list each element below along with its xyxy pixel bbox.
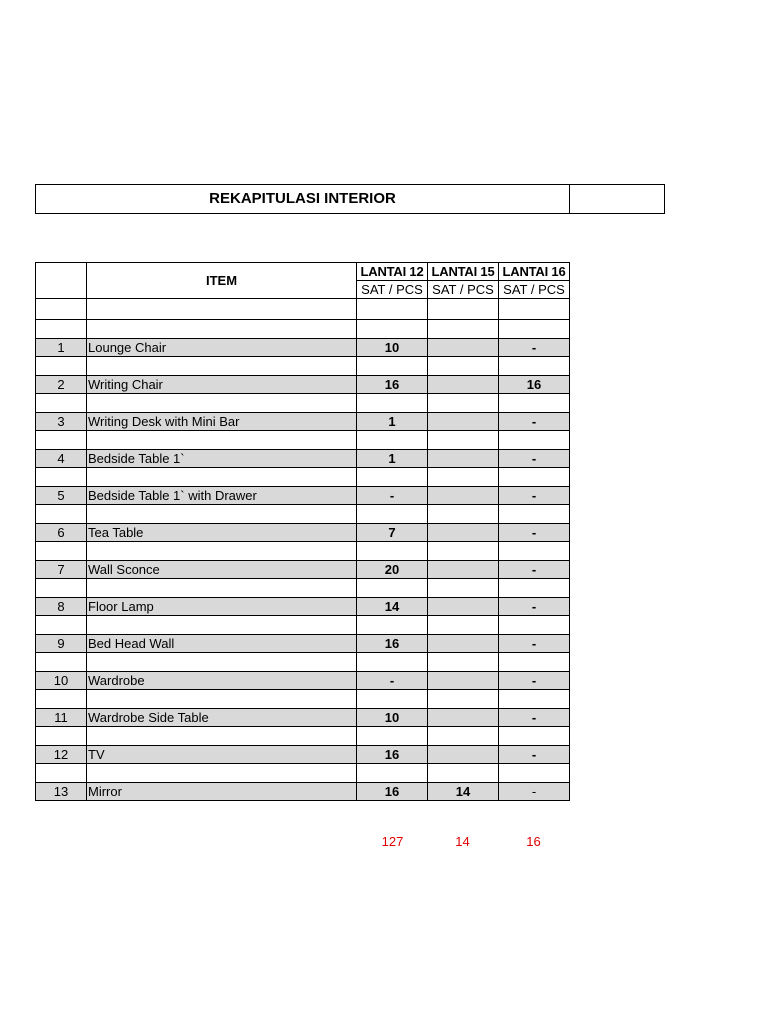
empty-cell	[87, 505, 357, 524]
qty-lantai-15	[428, 598, 499, 616]
table-row	[36, 376, 570, 394]
empty-cell	[499, 468, 570, 487]
empty-cell	[428, 579, 499, 598]
qty-lantai-16: -	[499, 672, 570, 690]
item-name: Writing Desk with Mini Bar	[87, 413, 357, 431]
item-number: 2	[36, 376, 87, 394]
qty-lantai-15	[428, 672, 499, 690]
item-name: Wardrobe Side Table	[87, 709, 357, 727]
empty-cell	[87, 394, 357, 413]
interior-recap-table	[35, 262, 570, 801]
qty-lantai-12: 20	[357, 561, 428, 579]
empty-cell	[428, 299, 499, 320]
empty-cell	[499, 394, 570, 413]
empty-cell	[357, 653, 428, 672]
qty-lantai-16: -	[499, 635, 570, 653]
item-name: Wall Sconce	[87, 561, 357, 579]
empty-cell	[36, 727, 87, 746]
empty-cell	[357, 579, 428, 598]
empty-cell	[36, 616, 87, 635]
header-no-cell	[36, 263, 87, 299]
empty-cell	[87, 468, 357, 487]
qty-lantai-16: -	[499, 450, 570, 468]
table-row	[36, 413, 570, 431]
page-title: REKAPITULASI INTERIOR	[209, 190, 396, 207]
empty-cell	[499, 727, 570, 746]
empty-cell	[36, 505, 87, 524]
total-lantai-16: 16	[526, 834, 541, 849]
item-number: 5	[36, 487, 87, 505]
item-number: 3	[36, 413, 87, 431]
header-row-floors	[36, 263, 570, 281]
item-number: 10	[36, 672, 87, 690]
unit-lantai-15: SAT / PCS	[428, 281, 499, 299]
item-number: 11	[36, 709, 87, 727]
empty-cell	[499, 357, 570, 376]
empty-cell	[428, 320, 499, 339]
empty-cell	[357, 727, 428, 746]
empty-cell	[87, 320, 357, 339]
empty-cell	[428, 468, 499, 487]
qty-lantai-12: 14	[357, 598, 428, 616]
empty-cell	[357, 468, 428, 487]
empty-cell	[87, 690, 357, 709]
qty-lantai-15	[428, 413, 499, 431]
table-row	[36, 487, 570, 505]
spacer-row	[36, 468, 570, 487]
item-name: Lounge Chair	[87, 339, 357, 357]
spacer-row	[36, 431, 570, 450]
empty-cell	[36, 653, 87, 672]
spacer-row	[36, 764, 570, 783]
empty-cell	[499, 542, 570, 561]
empty-cell	[87, 357, 357, 376]
empty-cell	[87, 727, 357, 746]
empty-cell	[428, 764, 499, 783]
item-name: Bedside Table 1` with Drawer	[87, 487, 357, 505]
qty-lantai-15	[428, 635, 499, 653]
header-lantai-12: LANTAI 12	[357, 263, 428, 281]
empty-cell	[87, 299, 357, 320]
qty-lantai-12: -	[357, 487, 428, 505]
qty-lantai-16: -	[499, 339, 570, 357]
item-name: Floor Lamp	[87, 598, 357, 616]
empty-cell	[499, 690, 570, 709]
qty-lantai-16: -	[499, 598, 570, 616]
empty-cell	[357, 690, 428, 709]
empty-cell	[36, 468, 87, 487]
empty-cell	[87, 653, 357, 672]
item-number: 9	[36, 635, 87, 653]
empty-cell	[36, 299, 87, 320]
empty-cell	[357, 764, 428, 783]
spacer-row	[36, 727, 570, 746]
qty-lantai-15	[428, 339, 499, 357]
item-number: 6	[36, 524, 87, 542]
empty-cell	[87, 764, 357, 783]
empty-cell	[499, 320, 570, 339]
empty-cell	[499, 579, 570, 598]
empty-cell	[428, 616, 499, 635]
qty-lantai-15	[428, 376, 499, 394]
table-row	[36, 709, 570, 727]
qty-lantai-12: 10	[357, 709, 428, 727]
qty-lantai-16: -	[499, 413, 570, 431]
empty-cell	[499, 505, 570, 524]
item-number: 8	[36, 598, 87, 616]
empty-cell	[36, 690, 87, 709]
qty-lantai-16: -	[499, 746, 570, 764]
empty-cell	[36, 394, 87, 413]
empty-cell	[36, 764, 87, 783]
qty-lantai-16: -	[499, 487, 570, 505]
qty-lantai-16: 16	[499, 376, 570, 394]
table-row	[36, 561, 570, 579]
empty-cell	[499, 764, 570, 783]
total-lantai-12: 127	[381, 834, 404, 849]
empty-cell	[357, 431, 428, 450]
empty-cell	[428, 727, 499, 746]
total-lantai-15: 14	[455, 834, 470, 849]
empty-cell	[36, 579, 87, 598]
empty-cell	[36, 542, 87, 561]
item-number: 13	[36, 783, 87, 801]
header-item: ITEM	[87, 263, 357, 299]
qty-lantai-15	[428, 450, 499, 468]
qty-lantai-12: 16	[357, 746, 428, 764]
spacer-row	[36, 653, 570, 672]
qty-lantai-15	[428, 746, 499, 764]
empty-cell	[87, 542, 357, 561]
table-row	[36, 783, 570, 801]
empty-cell	[36, 431, 87, 450]
item-number: 1	[36, 339, 87, 357]
qty-lantai-12: -	[357, 672, 428, 690]
table-row	[36, 672, 570, 690]
qty-lantai-12: 16	[357, 635, 428, 653]
item-name: Writing Chair	[87, 376, 357, 394]
empty-cell	[87, 579, 357, 598]
qty-lantai-15	[428, 524, 499, 542]
qty-lantai-16: -	[499, 709, 570, 727]
qty-lantai-12: 1	[357, 450, 428, 468]
qty-lantai-12: 1	[357, 413, 428, 431]
header-lantai-16: LANTAI 16	[499, 263, 570, 281]
spacer-row	[36, 505, 570, 524]
table-row	[36, 524, 570, 542]
qty-lantai-15: 14	[428, 783, 499, 801]
qty-lantai-12: 7	[357, 524, 428, 542]
empty-cell	[428, 431, 499, 450]
empty-cell	[357, 616, 428, 635]
item-number: 4	[36, 450, 87, 468]
empty-cell	[357, 505, 428, 524]
empty-cell	[357, 299, 428, 320]
title-divider	[569, 185, 570, 213]
header-lantai-15: LANTAI 15	[428, 263, 499, 281]
title-box	[35, 184, 665, 214]
table-row	[36, 598, 570, 616]
empty-cell	[357, 357, 428, 376]
empty-cell	[87, 431, 357, 450]
empty-cell	[428, 542, 499, 561]
item-name: Mirror	[87, 783, 357, 801]
qty-lantai-15	[428, 561, 499, 579]
empty-cell	[36, 357, 87, 376]
empty-cell	[499, 653, 570, 672]
item-name: TV	[87, 746, 357, 764]
empty-cell	[428, 653, 499, 672]
empty-cell	[499, 299, 570, 320]
item-name: Bed Head Wall	[87, 635, 357, 653]
empty-cell	[87, 616, 357, 635]
empty-cell	[428, 394, 499, 413]
item-number: 12	[36, 746, 87, 764]
unit-lantai-12: SAT / PCS	[357, 281, 428, 299]
qty-lantai-15	[428, 487, 499, 505]
table-row	[36, 450, 570, 468]
empty-cell	[499, 616, 570, 635]
spacer-row	[36, 357, 570, 376]
spacer-row	[36, 579, 570, 598]
table-row	[36, 635, 570, 653]
qty-lantai-15	[428, 709, 499, 727]
unit-lantai-16: SAT / PCS	[499, 281, 570, 299]
qty-lantai-16: -	[499, 561, 570, 579]
empty-cell	[499, 431, 570, 450]
qty-lantai-12: 16	[357, 783, 428, 801]
empty-cell	[36, 320, 87, 339]
empty-cell	[357, 542, 428, 561]
qty-lantai-12: 16	[357, 376, 428, 394]
spacer-row	[36, 320, 570, 339]
empty-cell	[428, 505, 499, 524]
table-row	[36, 339, 570, 357]
spacer-row	[36, 616, 570, 635]
empty-cell	[428, 357, 499, 376]
item-name: Bedside Table 1`	[87, 450, 357, 468]
spacer-row	[36, 690, 570, 709]
empty-cell	[357, 320, 428, 339]
table-row	[36, 746, 570, 764]
spacer-row	[36, 394, 570, 413]
empty-cell	[357, 394, 428, 413]
empty-cell	[428, 690, 499, 709]
spacer-row	[36, 299, 570, 320]
qty-lantai-16: -	[499, 783, 570, 801]
qty-lantai-12: 10	[357, 339, 428, 357]
spacer-row	[36, 542, 570, 561]
item-name: Wardrobe	[87, 672, 357, 690]
item-number: 7	[36, 561, 87, 579]
item-name: Tea Table	[87, 524, 357, 542]
qty-lantai-16: -	[499, 524, 570, 542]
